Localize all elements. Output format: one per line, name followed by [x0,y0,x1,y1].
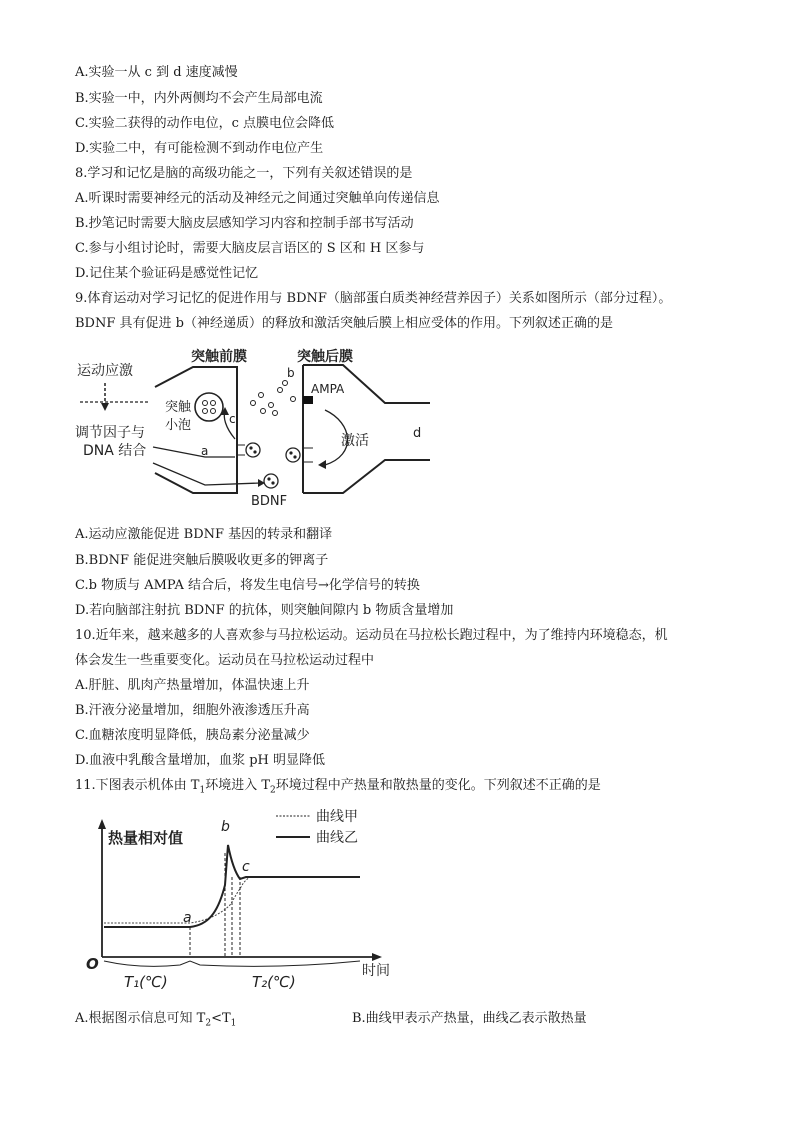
q8-option-a: A.听课时需要神经元的活动及神经元之间通过突触单向传递信息 [75,191,440,206]
label-c: c [229,412,236,426]
label-d: d [413,426,422,441]
label-exercise-stress: 运动应激 [77,363,133,379]
q9-option-d: D.若向脑部注射抗 BDNF 的抗体，则突触间隙内 b 物质含量增加 [75,603,454,618]
label-bdnf: BDNF [251,494,288,509]
q7-option-b: B.实验一中，内外两侧均不会产生局部电流 [75,91,323,106]
q9-option-c: C.b 物质与 AMPA 结合后，将发生电信号→化学信号的转换 [75,578,420,593]
label-vesicle-line2: 小泡 [165,418,192,433]
q10-option-b: B.汗液分泌量增加，细胞外液渗透压升高 [75,703,310,718]
label-presynaptic-membrane: 突触前膜 [191,349,247,365]
bdnf-receptor-post [286,448,300,462]
x-axis-label: 时间 [362,963,390,979]
q10-option-c: C.血糖浓度明显降低，胰岛素分泌量减少 [75,728,310,743]
label-ampa: AMPA [311,382,345,396]
synaptic-vesicle [195,393,223,421]
q10-stem-line1: 10.近年来，越来越多的人喜欢参与马拉松运动。运动员在马拉松长跑过程中，为了维持内环境稳态，机 [75,628,668,643]
synapse-diagram [75,345,445,510]
point-b-label: b [221,819,230,835]
point-c-label: c [242,859,250,875]
q9-option-a: A.运动应激能促进 BDNF 基因的转录和翻译 [75,527,333,542]
label-vesicle-line1: 突触 [165,400,192,415]
point-a-label: a [183,910,192,926]
label-postsynaptic-membrane: 突触后膜 [297,349,353,365]
legend-jia: 曲线甲 [316,809,358,825]
q11-option-a: A.根据图示信息可知 $T_2<T_1$ [75,1011,237,1029]
q9-stem-line1: 9.体育运动对学习记忆的促进作用与 BDNF（脑部蛋白质类神经营养因子）关系如图所示（部分过程）。 [75,291,672,306]
t2-label: T₂(℃) [252,973,296,991]
label-regulator-line2: DNA 结合 [83,443,147,459]
label-activate: 激活 [341,433,369,449]
ampa-receptor [303,396,313,404]
q9-stem-line2: BDNF 具有促进 b（神经递质）的释放和激活突触后膜上相应受体的作用。下列叙述正确的是 [75,316,613,331]
t1-label: T₁(℃) [124,973,168,991]
label-regulator-line1: 调节因子与 [75,425,145,441]
q9-option-b: B.BDNF 能促进突触后膜吸收更多的钾离子 [75,553,329,568]
q10-option-d: D.血液中乳酸含量增加，血浆 pH 明显降低 [75,753,326,768]
q10-stem-line2: 体会发生一些重要变化。运动员在马拉松运动过程中 [75,653,375,668]
q8-stem: 8.学习和记忆是脑的高级功能之一，下列有关叙述错误的是 [75,166,413,181]
bdnf-molecule [264,474,278,488]
legend-yi: 曲线乙 [316,830,358,846]
heat-chart [80,805,410,995]
q7-option-c: C.实验二获得的动作电位，c 点膜电位会降低 [75,116,335,131]
label-a: a [201,444,209,458]
q8-option-b: B.抄笔记时需要大脑皮层感知学习内容和控制手部书写活动 [75,216,414,231]
q8-option-d: D.记住某个验证码是感觉性记忆 [75,266,259,281]
q10-option-a: A.肝脏、肌肉产热量增加，体温快速上升 [75,678,310,693]
y-axis-label: 热量相对值 [108,829,184,847]
q11-option-b: B.曲线甲表示产热量，曲线乙表示散热量 [352,1011,587,1026]
bdnf-receptor-pre [246,443,260,457]
origin-label: O [86,955,99,973]
label-b: b [287,366,295,380]
q7-option-d: D.实验二中，有可能检测不到动作电位产生 [75,141,324,156]
q7-option-a: A.实验一从 c 到 d 速度减慢 [75,65,238,80]
q11-stem: 11.下图表示机体由 $T_1$环境进入 $T_2$环境过程中产热量和散热量的变化。下列叙述不正确的是 [75,778,601,796]
q8-option-c: C.参与小组讨论时，需要大脑皮层言语区的 S 区和 H 区参与 [75,241,425,256]
